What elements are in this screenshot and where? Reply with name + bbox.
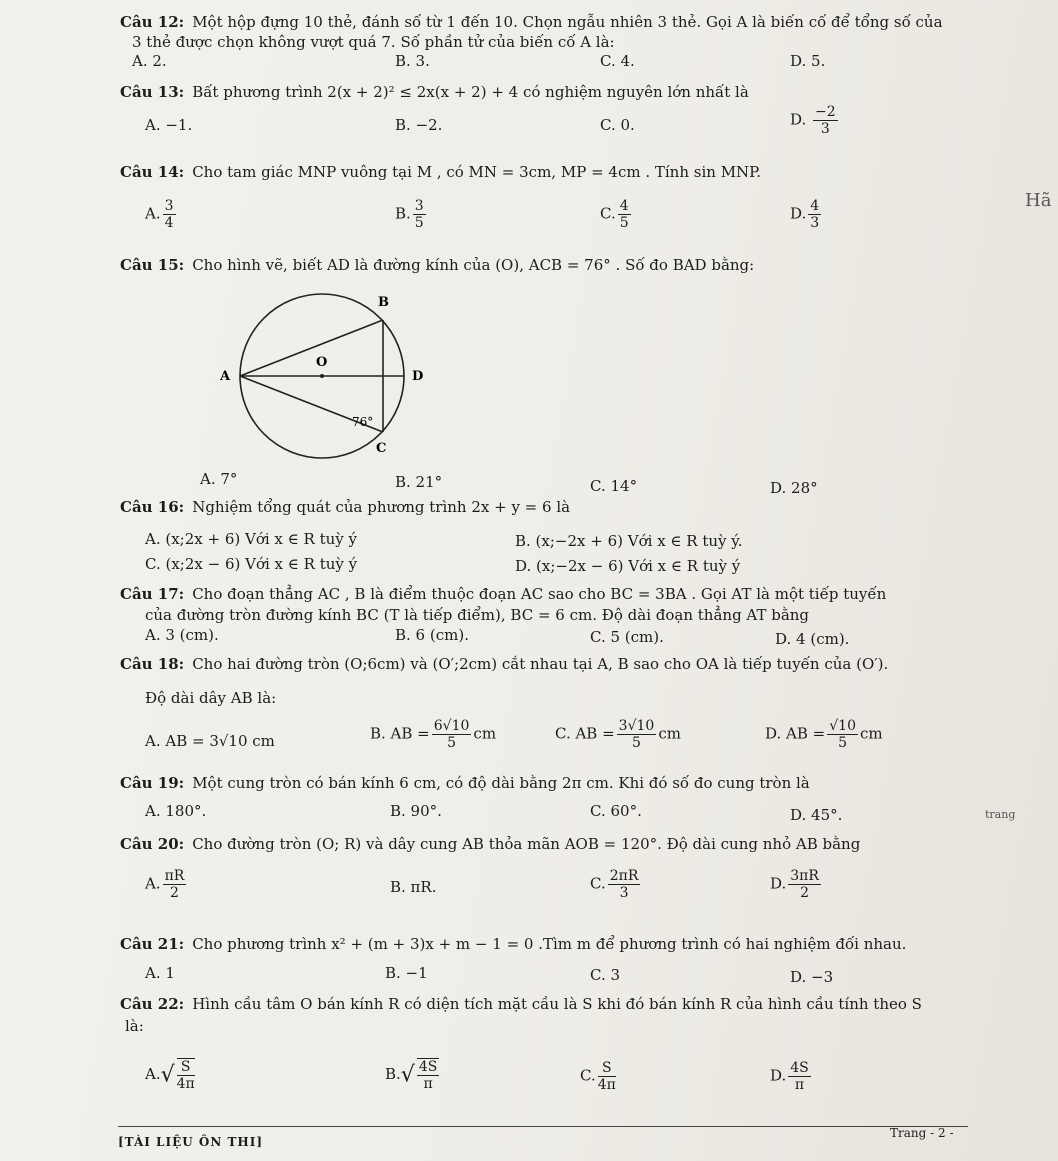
option-d: D. 5. xyxy=(790,52,826,70)
label-angle: 76° xyxy=(352,415,374,429)
option-d: D. 45°. xyxy=(790,806,843,824)
question-text: Hình cầu tâm O bán kính R có diện tích mặt cầu là S khi đó bán kính R của hình cầu tính theo S xyxy=(192,995,922,1013)
option-c: C. 60°. xyxy=(590,802,642,820)
option-d: D. (x;−2x − 6) Với x ∈ R tuỳ ý xyxy=(515,557,741,575)
option-d: D. $\frac{-2}{3}$ xyxy=(790,104,836,137)
question-16 xyxy=(120,497,570,517)
question-text: Cho hình vẽ, biết AD là đường kính của (O), ACB = 76° . Số đo BAD bằng: xyxy=(192,256,755,274)
question-text: Một cung tròn có bán kính 6 cm, có độ dài bằng 2π cm. Khi đó số đo cung tròn là xyxy=(192,774,810,792)
option-a: A. (x;2x + 6) Với x ∈ R tuỳ ý xyxy=(145,530,357,548)
question-text: Cho phương trình x² + (m + 3)x + m − 1 = 0 .Tìm m để phương trình có hai nghiệm đối nhau. xyxy=(192,935,907,953)
center-dot xyxy=(320,374,324,378)
option-d: D. $\frac{4S}{\pi}$ xyxy=(770,1060,809,1093)
footer-divider xyxy=(118,1126,968,1127)
question-text: Cho tam giác MNP vuông tại M , có MN = 3cm, MP = 4cm . Tính sin MNP. xyxy=(192,163,761,181)
option-c: C. 5 (cm). xyxy=(590,628,664,646)
question-text: Cho hai đường tròn (O;6cm) và (O′;2cm) cắt nhau tại A, B sao cho OA là tiếp tuyến của (O′). xyxy=(192,655,889,673)
question-18 xyxy=(120,654,888,674)
option-a: A. 7° xyxy=(200,470,238,488)
option-b: B.√ $\frac{4S}{\pi}$ xyxy=(385,1059,438,1092)
question-12 xyxy=(120,12,943,32)
question-20 xyxy=(120,834,860,854)
question-text: Cho đường tròn (O; R) và dây cung AB thỏa mãn AOB = 120°. Độ dài cung nhỏ AB bằng xyxy=(192,835,861,853)
question-22-line2: là: xyxy=(125,1017,144,1035)
page-number: Trang - 2 - xyxy=(890,1126,954,1140)
question-text: Nghiệm tổng quát của phương trình 2x + y = 6 là xyxy=(192,498,571,516)
option-c: C. $\frac{2\pi R}{3}$ xyxy=(590,868,639,901)
question-number: Câu 22: xyxy=(120,995,185,1013)
option-a: A. −1. xyxy=(145,116,193,134)
option-c: C. 4. xyxy=(600,52,635,70)
option-a: A. 1 xyxy=(145,964,175,982)
option-b: B. 3. xyxy=(395,52,430,70)
option-c: C. (x;2x − 6) Với x ∈ R tuỳ ý xyxy=(145,555,358,573)
fraction: $\frac{-2}{3}$ xyxy=(815,104,836,137)
option-d: D. $\frac{4}{3}$ xyxy=(790,198,820,231)
question-number: Câu 19: xyxy=(120,774,185,792)
label-b: B xyxy=(378,295,389,310)
circle-figure xyxy=(200,280,460,480)
question-15 xyxy=(120,255,754,275)
option-c: C. $\frac{S}{4\pi}$ xyxy=(580,1060,616,1093)
label-a: A xyxy=(220,369,231,384)
question-text: Một hộp đựng 10 thẻ, đánh số từ 1 đến 10. Chọn ngẫu nhiên 3 thẻ. Gọi A là biến cố để tổng số của xyxy=(192,13,943,31)
option-c: C. 14° xyxy=(590,477,638,495)
question-14 xyxy=(120,162,761,182)
question-number: Câu 17: xyxy=(120,585,185,603)
question-number: Câu 13: xyxy=(120,83,185,101)
question-text: Bất phương trình 2(x + 2)² ≤ 2x(x + 2) + 4 có nghiệm nguyên lớn nhất là xyxy=(192,83,749,101)
option-a: A. 2. xyxy=(132,52,167,70)
question-number: Câu 12: xyxy=(120,13,185,31)
question-22 xyxy=(120,994,922,1014)
option-b: B. (x;−2x + 6) Với x ∈ R tuỳ ý. xyxy=(515,532,743,550)
option-a: A.√ $\frac{S}{4\pi}$ xyxy=(145,1059,195,1092)
question-number: Câu 18: xyxy=(120,655,185,673)
option-c: C. 3 xyxy=(590,966,621,984)
option-a: A. 3 (cm). xyxy=(145,626,219,644)
question-17-line2: của đường tròn đường kính BC (T là tiếp điểm), BC = 6 cm. Độ dài đoạn thẳng AT bằng xyxy=(145,606,810,624)
label-c: C xyxy=(376,441,387,456)
option-a: A. AB = 3√10 cm xyxy=(145,732,275,750)
option-b: B. $\frac{3}{5}$ xyxy=(395,198,424,231)
option-d: D. 4 (cm). xyxy=(775,630,850,648)
margin-note: Hã xyxy=(1025,190,1052,211)
question-21 xyxy=(120,934,906,954)
question-number: Câu 14: xyxy=(120,163,185,181)
option-b: B. 21° xyxy=(395,473,443,491)
option-d: D. 28° xyxy=(770,479,818,497)
option-c: C. AB = $\frac{3√10}{5}$ cm xyxy=(555,718,681,751)
option-b: B. πR. xyxy=(390,878,437,896)
option-d: D. −3 xyxy=(790,968,834,986)
option-b: B. 90°. xyxy=(390,802,442,820)
question-number: Câu 16: xyxy=(120,498,185,516)
option-b: B. −1 xyxy=(385,964,428,982)
option-a: A. $\frac{\pi R}{2}$ xyxy=(145,868,185,901)
question-number: Câu 21: xyxy=(120,935,185,953)
label-o: O xyxy=(316,355,328,370)
question-19 xyxy=(120,773,810,793)
question-12-line2: 3 thẻ được chọn không vượt quá 7. Số phần tử của biến cố A là: xyxy=(132,33,615,51)
question-17 xyxy=(120,584,886,604)
option-b: B. 6 (cm). xyxy=(395,626,469,644)
question-18-line2: Độ dài dây AB là: xyxy=(145,689,277,707)
option-a: A. 180°. xyxy=(145,802,207,820)
option-b: B. AB = $\frac{6√10}{5}$ cm xyxy=(370,718,497,751)
option-c: C. $\frac{4}{5}$ xyxy=(600,198,629,231)
question-13 xyxy=(120,82,749,102)
question-number: Câu 15: xyxy=(120,256,185,274)
margin-note: trang xyxy=(985,808,1016,821)
label-d: D xyxy=(412,369,424,384)
question-number: Câu 20: xyxy=(120,835,185,853)
option-d: D. $\frac{3\pi R}{2}$ xyxy=(770,868,819,901)
option-a: A. $\frac{3}{4}$ xyxy=(145,198,174,231)
question-text: Cho đoạn thẳng AC , B là điểm thuộc đoạn AC sao cho BC = 3BA . Gọi AT là một tiếp tuyến xyxy=(192,585,887,603)
chord-ab xyxy=(240,320,383,376)
option-c: C. 0. xyxy=(600,116,635,134)
option-d: D. AB = $\frac{√10}{5}$ cm xyxy=(765,718,883,751)
option-b: B. −2. xyxy=(395,116,443,134)
footer-label: [TÀI LIỆU ÔN THI] xyxy=(118,1135,264,1149)
